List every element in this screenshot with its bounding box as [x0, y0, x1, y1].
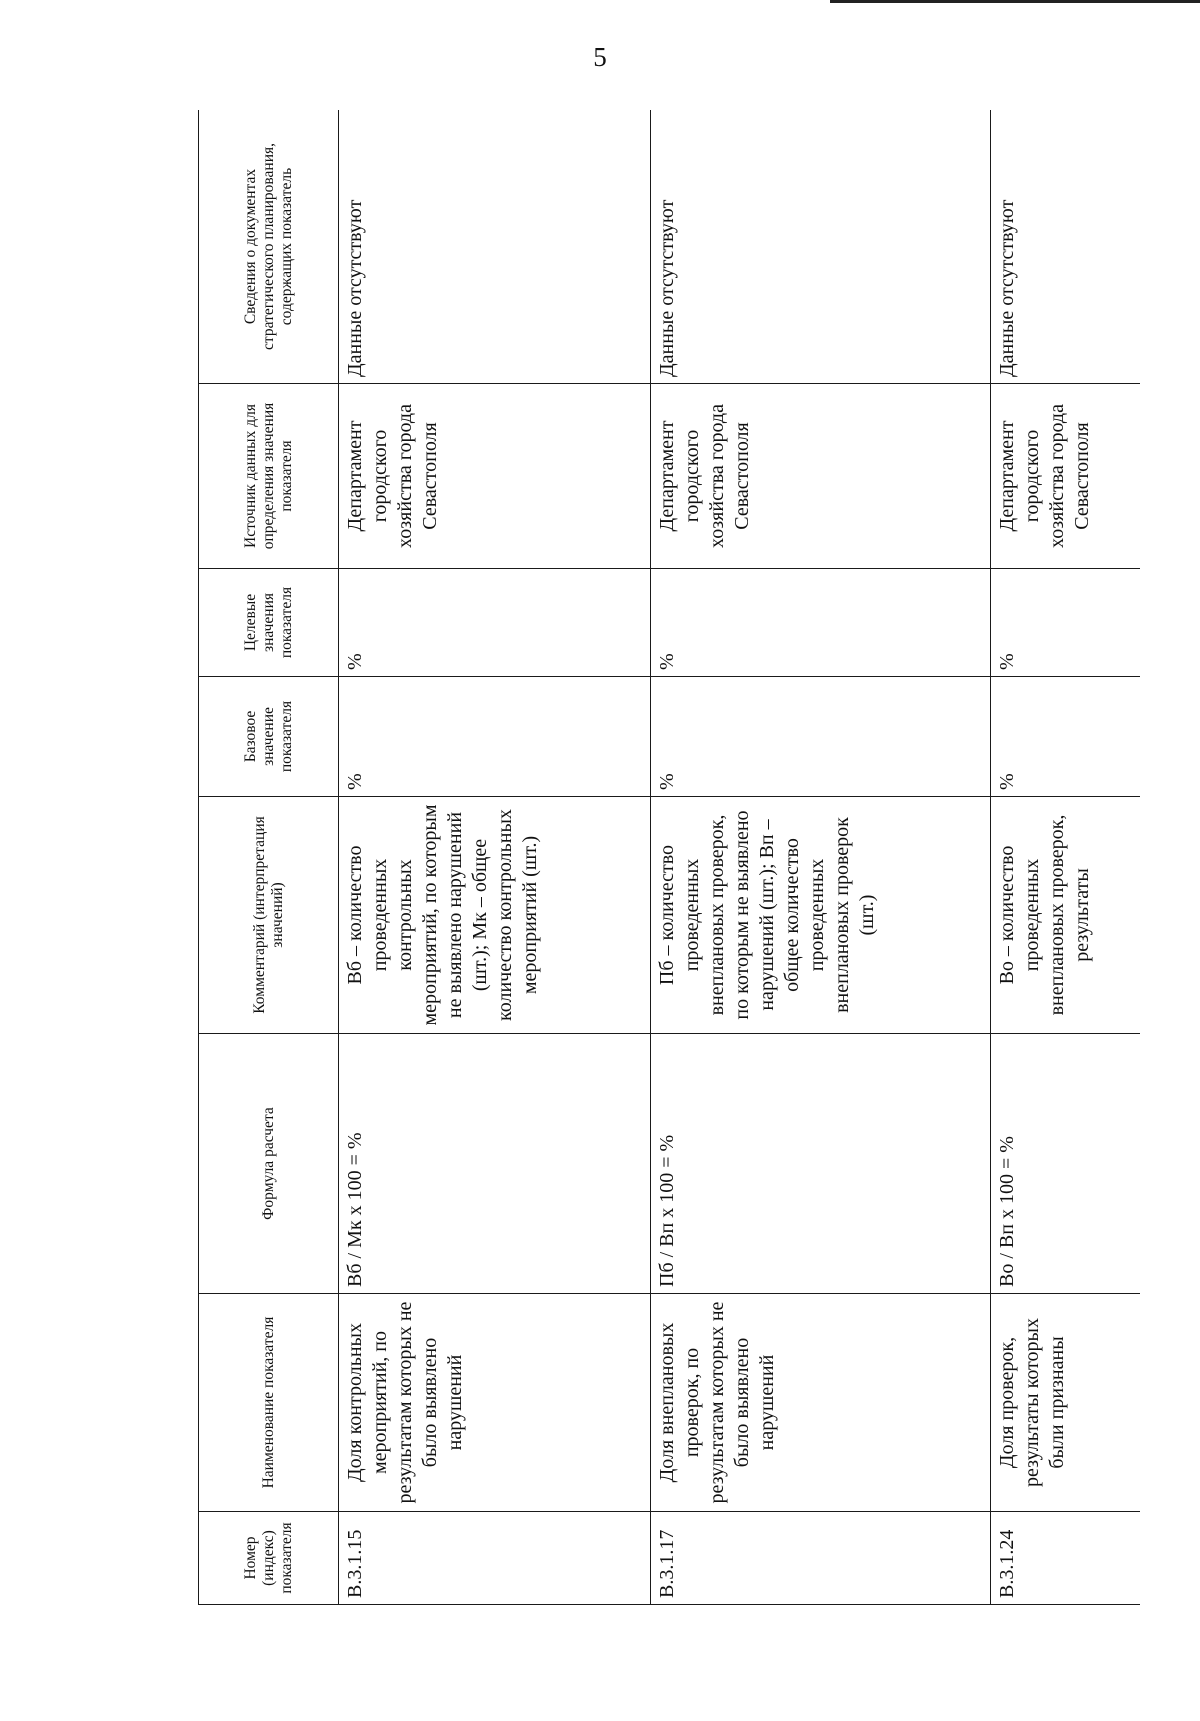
cell-base-value: % [651, 677, 991, 797]
indicators-table [198, 110, 1140, 1605]
cell-index: В.3.1.24 [991, 1512, 1141, 1605]
cell-data-source: Департамент городского хозяйства города Севастополя [991, 384, 1141, 569]
indicators-table-container [198, 110, 1140, 1605]
header-base-value: Базовое значение показателя [199, 677, 339, 797]
header-formula: Формула расчета [199, 1034, 339, 1294]
cell-name: Доля контрольных мероприятий, по результатам которых не было выявлено нарушений [339, 1294, 651, 1512]
header-documents: Сведения о документах стратегического планирования, содержащих показатель [199, 110, 339, 384]
header-name: Наименование показателя [199, 1294, 339, 1512]
cell-index: В.3.1.15 [339, 1512, 651, 1605]
cell-comment: Во – количество проведенных внеплановых проверок, результаты [991, 797, 1141, 1034]
cell-comment: Пб – количество проведенных внеплановых проверок, по которым не выявлено нарушений (шт.); Вп – общее количество проведенных внеплановых проверок (шт.) [651, 797, 991, 1034]
cell-base-value: % [339, 677, 651, 797]
table-row [651, 110, 991, 1605]
cell-documents: Данные отсутствуют [339, 110, 651, 384]
header-target-value: Целевые значения показателя [199, 569, 339, 677]
cell-comment: Вб – количество проведенных контрольных мероприятий, по которым не выявлено нарушений (шт.); Мк – общее количество контрольных мероприятий (шт.) [339, 797, 651, 1034]
rotated-table-frame [198, 110, 1140, 1605]
header-data-source: Источник данных для определения значения показателя [199, 384, 339, 569]
cell-base-value: % [991, 677, 1141, 797]
cell-data-source: Департамент городского хозяйства города Севастополя [651, 384, 991, 569]
cell-formula: Пб / Вп х 100 = % [651, 1034, 991, 1294]
table-header-row [199, 110, 339, 1605]
cell-documents: Данные отсутствуют [991, 110, 1141, 384]
header-comment: Комментарий (интерпретация значений) [199, 797, 339, 1034]
cell-data-source: Департамент городского хозяйства города Севастополя [339, 384, 651, 569]
cell-index: В.3.1.17 [651, 1512, 991, 1605]
page-number: 5 [593, 42, 607, 72]
cell-target-value: % [651, 569, 991, 677]
table-row [991, 110, 1141, 1605]
top-edge-line [830, 0, 1200, 3]
header-index: Номер (индекс) показателя [199, 1512, 339, 1605]
table-row [339, 110, 651, 1605]
cell-target-value: % [991, 569, 1141, 677]
cell-formula: Вб / Мк х 100 = % [339, 1034, 651, 1294]
cell-name: Доля проверок, результаты которых были признаны [991, 1294, 1141, 1512]
cell-target-value: % [339, 569, 651, 677]
cell-name: Доля внеплановых проверок, по результатам которых не было выявлено нарушений [651, 1294, 991, 1512]
cell-documents: Данные отсутствуют [651, 110, 991, 384]
cell-formula: Во / Вп х 100 = % [991, 1034, 1141, 1294]
